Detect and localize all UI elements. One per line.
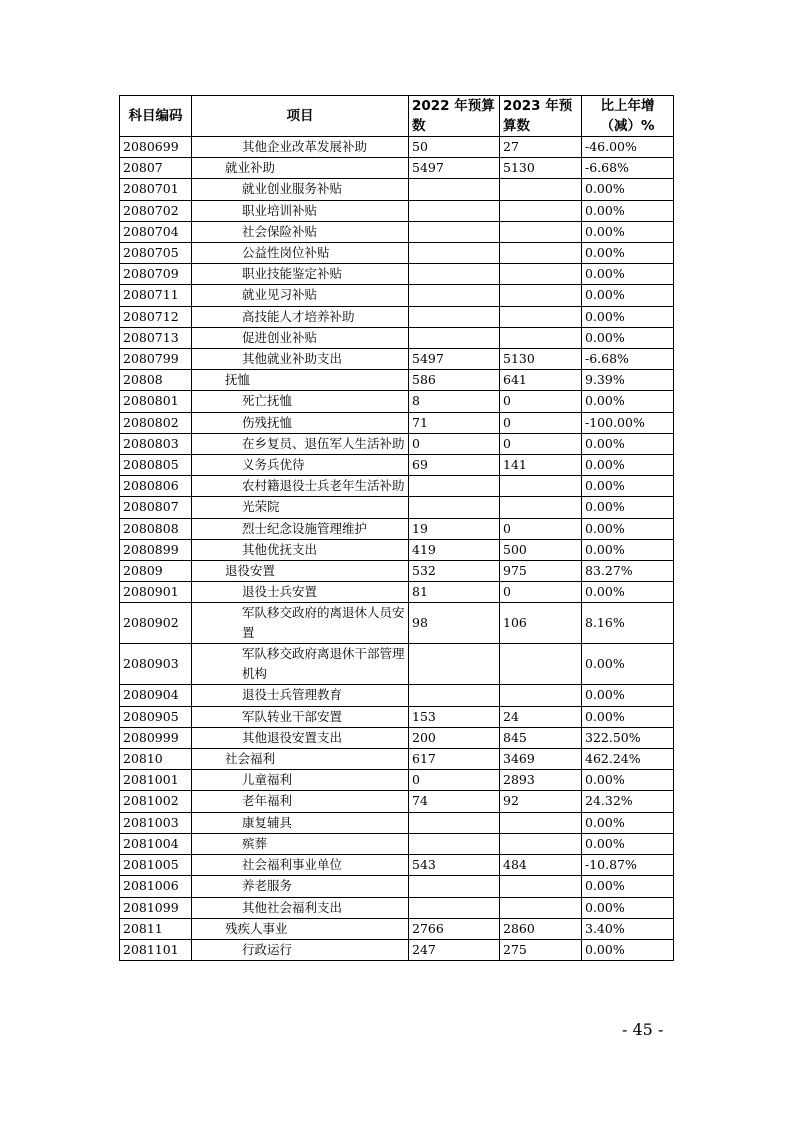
cell-item-name: 军队转业干部安置 (192, 706, 409, 727)
cell-change-percent: 0.00% (582, 812, 674, 833)
cell-item-name: 其他企业改革发展补助 (192, 137, 409, 158)
table-row (120, 518, 674, 539)
cell-budget-2022 (409, 644, 500, 685)
cell-change-percent: 0.00% (582, 264, 674, 285)
cell-budget-2023 (500, 327, 582, 348)
cell-item-name: 就业补助 (192, 158, 409, 179)
cell-budget-2023 (500, 644, 582, 685)
cell-budget-2022 (409, 476, 500, 497)
table-row (120, 221, 674, 242)
table-row (120, 582, 674, 603)
cell-budget-2022 (409, 306, 500, 327)
cell-subject-code: 2080705 (120, 243, 192, 264)
cell-change-percent: 322.50% (582, 727, 674, 748)
cell-item-name: 其他社会福利支出 (192, 897, 409, 918)
cell-item-name: 就业见习补贴 (192, 285, 409, 306)
cell-change-percent: 24.32% (582, 791, 674, 812)
cell-budget-2023 (500, 200, 582, 221)
table-row (120, 685, 674, 706)
cell-subject-code: 2080807 (120, 497, 192, 518)
budget-table (119, 95, 674, 961)
cell-subject-code: 2081099 (120, 897, 192, 918)
cell-budget-2022: 247 (409, 939, 500, 960)
cell-budget-2023 (500, 876, 582, 897)
cell-subject-code: 2080902 (120, 603, 192, 644)
cell-item-name: 职业培训补贴 (192, 200, 409, 221)
cell-item-name: 光荣院 (192, 497, 409, 518)
cell-subject-code: 20810 (120, 749, 192, 770)
cell-budget-2023: 975 (500, 561, 582, 582)
cell-subject-code: 2081004 (120, 833, 192, 854)
cell-subject-code: 20809 (120, 561, 192, 582)
cell-budget-2023: 0 (500, 582, 582, 603)
cell-subject-code: 2081006 (120, 876, 192, 897)
cell-budget-2022: 532 (409, 561, 500, 582)
table-row (120, 897, 674, 918)
cell-subject-code: 2080901 (120, 582, 192, 603)
table-row (120, 791, 674, 812)
cell-budget-2022: 586 (409, 370, 500, 391)
cell-budget-2022 (409, 243, 500, 264)
cell-subject-code: 2081005 (120, 855, 192, 876)
cell-budget-2022: 200 (409, 727, 500, 748)
cell-item-name: 在乡复员、退伍军人生活补助 (192, 433, 409, 454)
page-number: - 45 - (622, 1020, 664, 1039)
cell-subject-code: 2081002 (120, 791, 192, 812)
cell-budget-2022 (409, 221, 500, 242)
cell-subject-code: 2080699 (120, 137, 192, 158)
table-row (120, 391, 674, 412)
cell-budget-2022: 5497 (409, 349, 500, 370)
cell-budget-2022: 0 (409, 433, 500, 454)
cell-item-name: 军队移交政府的离退休人员安置 (192, 603, 409, 644)
cell-subject-code: 20808 (120, 370, 192, 391)
table-row (120, 476, 674, 497)
cell-budget-2022: 543 (409, 855, 500, 876)
cell-item-name: 老年福利 (192, 791, 409, 812)
cell-change-percent: -100.00% (582, 412, 674, 433)
cell-budget-2023 (500, 285, 582, 306)
cell-item-name: 农村籍退役士兵老年生活补助 (192, 476, 409, 497)
cell-change-percent: 83.27% (582, 561, 674, 582)
cell-change-percent: 8.16% (582, 603, 674, 644)
cell-item-name: 其他优抚支出 (192, 539, 409, 560)
cell-budget-2023: 641 (500, 370, 582, 391)
cell-budget-2022: 8 (409, 391, 500, 412)
cell-subject-code: 2080702 (120, 200, 192, 221)
cell-budget-2022 (409, 833, 500, 854)
cell-change-percent: -10.87% (582, 855, 674, 876)
header-subject-code: 科目编码 (120, 96, 192, 137)
cell-budget-2023: 3469 (500, 749, 582, 770)
cell-budget-2023: 2860 (500, 918, 582, 939)
cell-budget-2023: 92 (500, 791, 582, 812)
cell-budget-2023 (500, 833, 582, 854)
table-row (120, 603, 674, 644)
cell-item-name: 残疾人事业 (192, 918, 409, 939)
cell-subject-code: 2080806 (120, 476, 192, 497)
cell-change-percent: 0.00% (582, 200, 674, 221)
cell-subject-code: 2080701 (120, 179, 192, 200)
cell-item-name: 烈士纪念设施管理维护 (192, 518, 409, 539)
cell-item-name: 行政运行 (192, 939, 409, 960)
table-row (120, 749, 674, 770)
cell-budget-2023: 2893 (500, 770, 582, 791)
table-row (120, 644, 674, 685)
table-header (120, 96, 674, 137)
cell-change-percent: 0.00% (582, 391, 674, 412)
cell-item-name: 儿童福利 (192, 770, 409, 791)
cell-budget-2023 (500, 179, 582, 200)
cell-budget-2023: 500 (500, 539, 582, 560)
cell-change-percent: -6.68% (582, 349, 674, 370)
cell-budget-2023: 141 (500, 455, 582, 476)
cell-change-percent: 0.00% (582, 876, 674, 897)
cell-item-name: 社会福利 (192, 749, 409, 770)
cell-change-percent: 0.00% (582, 285, 674, 306)
cell-subject-code: 2080805 (120, 455, 192, 476)
cell-item-name: 公益性岗位补贴 (192, 243, 409, 264)
cell-budget-2023: 24 (500, 706, 582, 727)
cell-budget-2023: 0 (500, 412, 582, 433)
cell-budget-2022: 50 (409, 137, 500, 158)
cell-item-name: 康复辅具 (192, 812, 409, 833)
cell-subject-code: 2080799 (120, 349, 192, 370)
header-item: 项目 (192, 96, 409, 137)
table-row (120, 285, 674, 306)
cell-item-name: 抚恤 (192, 370, 409, 391)
cell-change-percent: 0.00% (582, 306, 674, 327)
cell-budget-2022: 19 (409, 518, 500, 539)
cell-item-name: 职业技能鉴定补贴 (192, 264, 409, 285)
table-row (120, 561, 674, 582)
table-row (120, 264, 674, 285)
cell-budget-2022 (409, 285, 500, 306)
cell-budget-2022 (409, 812, 500, 833)
cell-change-percent: 0.00% (582, 685, 674, 706)
cell-budget-2022: 617 (409, 749, 500, 770)
table-row (120, 412, 674, 433)
table-row (120, 833, 674, 854)
cell-subject-code: 2080713 (120, 327, 192, 348)
cell-change-percent: 3.40% (582, 918, 674, 939)
table-row (120, 306, 674, 327)
cell-budget-2023: 0 (500, 433, 582, 454)
table-row (120, 349, 674, 370)
cell-budget-2023: 845 (500, 727, 582, 748)
cell-subject-code: 2081001 (120, 770, 192, 791)
cell-budget-2023 (500, 812, 582, 833)
cell-change-percent: 0.00% (582, 833, 674, 854)
cell-change-percent: 0.00% (582, 243, 674, 264)
cell-budget-2022: 2766 (409, 918, 500, 939)
table-row (120, 855, 674, 876)
cell-change-percent: 0.00% (582, 770, 674, 791)
table-row (120, 918, 674, 939)
cell-budget-2023 (500, 243, 582, 264)
table-row (120, 200, 674, 221)
header-budget-2022: 2022 年预算数 (409, 96, 500, 137)
cell-item-name: 促进创业补贴 (192, 327, 409, 348)
cell-budget-2023: 275 (500, 939, 582, 960)
cell-subject-code: 2080803 (120, 433, 192, 454)
cell-budget-2022: 419 (409, 539, 500, 560)
cell-change-percent: 0.00% (582, 497, 674, 518)
header-row (120, 96, 674, 137)
cell-budget-2022: 98 (409, 603, 500, 644)
cell-budget-2022 (409, 897, 500, 918)
cell-budget-2023: 27 (500, 137, 582, 158)
cell-change-percent: 462.24% (582, 749, 674, 770)
cell-subject-code: 2080899 (120, 539, 192, 560)
cell-budget-2023 (500, 897, 582, 918)
table-row (120, 939, 674, 960)
table-row (120, 727, 674, 748)
cell-subject-code: 20811 (120, 918, 192, 939)
cell-budget-2023: 0 (500, 391, 582, 412)
cell-item-name: 其他退役安置支出 (192, 727, 409, 748)
table-row (120, 158, 674, 179)
cell-change-percent: 0.00% (582, 476, 674, 497)
cell-subject-code: 2081101 (120, 939, 192, 960)
cell-subject-code: 2080903 (120, 644, 192, 685)
cell-budget-2022 (409, 264, 500, 285)
cell-budget-2022: 5497 (409, 158, 500, 179)
cell-subject-code: 2080711 (120, 285, 192, 306)
table-row (120, 497, 674, 518)
cell-subject-code: 20807 (120, 158, 192, 179)
cell-budget-2022: 0 (409, 770, 500, 791)
cell-change-percent: 0.00% (582, 221, 674, 242)
cell-budget-2022 (409, 876, 500, 897)
cell-budget-2022 (409, 497, 500, 518)
table-row (120, 243, 674, 264)
cell-budget-2023 (500, 221, 582, 242)
cell-item-name: 高技能人才培养补助 (192, 306, 409, 327)
cell-budget-2022: 71 (409, 412, 500, 433)
cell-budget-2022: 69 (409, 455, 500, 476)
cell-change-percent: 0.00% (582, 939, 674, 960)
cell-item-name: 社会保险补贴 (192, 221, 409, 242)
cell-item-name: 退役安置 (192, 561, 409, 582)
cell-subject-code: 2080704 (120, 221, 192, 242)
cell-change-percent: -6.68% (582, 158, 674, 179)
cell-change-percent: 0.00% (582, 179, 674, 200)
table-row (120, 179, 674, 200)
cell-change-percent: 0.00% (582, 327, 674, 348)
cell-budget-2022: 74 (409, 791, 500, 812)
cell-subject-code: 2080802 (120, 412, 192, 433)
cell-change-percent: 0.00% (582, 897, 674, 918)
cell-subject-code: 2080905 (120, 706, 192, 727)
table-row (120, 455, 674, 476)
cell-subject-code: 2080999 (120, 727, 192, 748)
cell-budget-2022 (409, 685, 500, 706)
cell-budget-2023: 106 (500, 603, 582, 644)
cell-change-percent: 0.00% (582, 433, 674, 454)
cell-subject-code: 2080808 (120, 518, 192, 539)
cell-item-name: 军队移交政府离退休干部管理机构 (192, 644, 409, 685)
cell-change-percent: 9.39% (582, 370, 674, 391)
cell-budget-2022: 81 (409, 582, 500, 603)
table-row (120, 539, 674, 560)
cell-change-percent: 0.00% (582, 518, 674, 539)
cell-item-name: 其他就业补助支出 (192, 349, 409, 370)
cell-item-name: 社会福利事业单位 (192, 855, 409, 876)
table-row (120, 770, 674, 791)
cell-change-percent: 0.00% (582, 539, 674, 560)
table-row (120, 433, 674, 454)
cell-item-name: 养老服务 (192, 876, 409, 897)
cell-subject-code: 2080801 (120, 391, 192, 412)
cell-budget-2023 (500, 685, 582, 706)
cell-change-percent: -46.00% (582, 137, 674, 158)
cell-budget-2022 (409, 179, 500, 200)
cell-item-name: 退役士兵安置 (192, 582, 409, 603)
table-body (120, 137, 674, 961)
cell-change-percent: 0.00% (582, 455, 674, 476)
cell-budget-2022 (409, 200, 500, 221)
cell-budget-2023 (500, 476, 582, 497)
header-budget-2023: 2023 年预算数 (500, 96, 582, 137)
table-row (120, 137, 674, 158)
header-change-percent: 比上年增（减）% (582, 96, 674, 137)
table-row (120, 876, 674, 897)
cell-budget-2023: 484 (500, 855, 582, 876)
cell-subject-code: 2080904 (120, 685, 192, 706)
cell-budget-2023: 0 (500, 518, 582, 539)
cell-subject-code: 2080712 (120, 306, 192, 327)
cell-item-name: 退役士兵管理教育 (192, 685, 409, 706)
table-row (120, 706, 674, 727)
cell-item-name: 死亡抚恤 (192, 391, 409, 412)
cell-budget-2023 (500, 497, 582, 518)
cell-change-percent: 0.00% (582, 582, 674, 603)
cell-budget-2023 (500, 264, 582, 285)
cell-item-name: 伤残抚恤 (192, 412, 409, 433)
cell-change-percent: 0.00% (582, 706, 674, 727)
cell-budget-2022: 153 (409, 706, 500, 727)
cell-item-name: 就业创业服务补贴 (192, 179, 409, 200)
table-row (120, 812, 674, 833)
cell-change-percent: 0.00% (582, 644, 674, 685)
table-row (120, 327, 674, 348)
cell-subject-code: 2081003 (120, 812, 192, 833)
cell-budget-2022 (409, 327, 500, 348)
table-row (120, 370, 674, 391)
cell-item-name: 义务兵优待 (192, 455, 409, 476)
cell-budget-2023: 5130 (500, 158, 582, 179)
cell-budget-2023: 5130 (500, 349, 582, 370)
cell-subject-code: 2080709 (120, 264, 192, 285)
cell-budget-2023 (500, 306, 582, 327)
cell-item-name: 殡葬 (192, 833, 409, 854)
